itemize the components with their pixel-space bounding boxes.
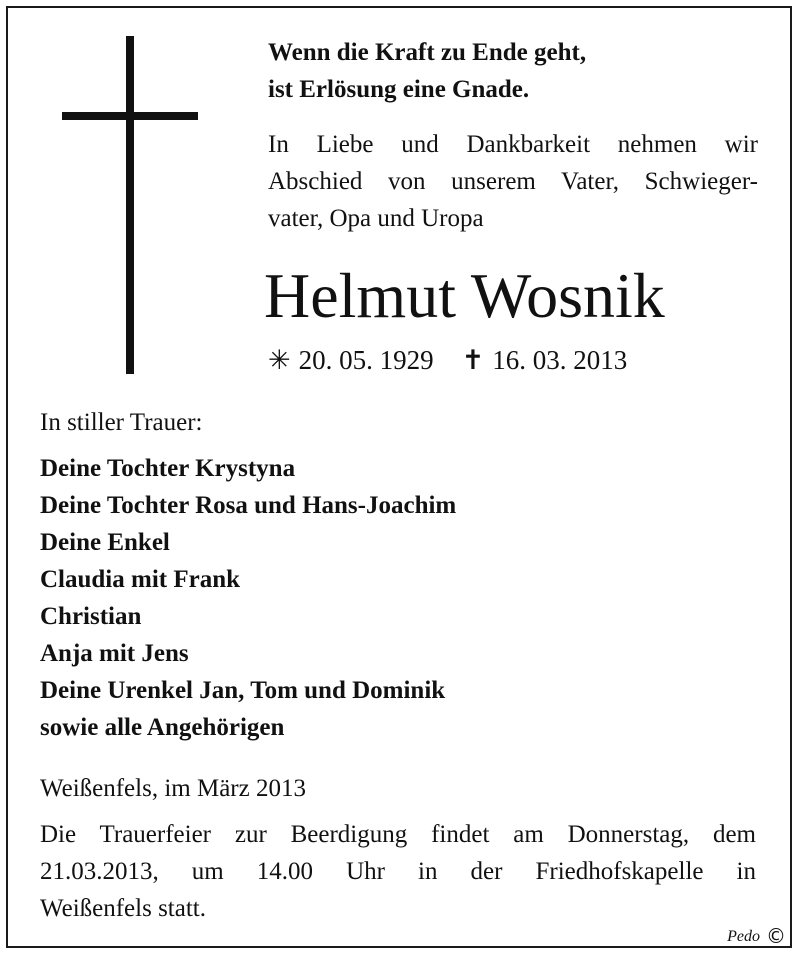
mourning-label: In stiller Trauer:: [40, 409, 203, 436]
intro-line-2: Abschied von unserem Vater, Schwieger-: [268, 168, 758, 195]
intro-line-3: vater, Opa und Uropa: [268, 205, 484, 232]
motto-line-1: Wenn die Kraft zu Ende geht,: [268, 39, 587, 66]
birth-date: 20. 05. 1929: [298, 345, 434, 375]
intro-text: [268, 126, 758, 237]
mourner-item: sowie alle Angehörigen: [40, 714, 285, 741]
cross-horizontal-bar: [62, 112, 198, 120]
mourner-item: Deine Enkel: [40, 529, 170, 556]
intro-line-1: In Liebe und Dankbarkeit nehmen wir: [268, 131, 758, 158]
mourner-item: Christian: [40, 603, 142, 630]
cross-vertical-bar: [126, 36, 134, 374]
mourner-item: Deine Tochter Rosa und Hans-Joachim: [40, 492, 457, 519]
life-dates: [268, 340, 627, 380]
service-line-3: Weißenfels statt.: [40, 895, 206, 922]
motto-line-2: ist Erlösung eine Gnade.: [268, 76, 530, 103]
designer-signature: Pedo: [727, 928, 760, 945]
service-line-2: 21.03.2013, um 14.00 Uhr in der Friedhofskapelle in: [40, 858, 756, 885]
funeral-service-info: [40, 816, 756, 927]
deceased-name: Helmut Wosnik: [264, 260, 665, 331]
death-cross-icon: ✝: [461, 345, 485, 375]
mourners-list: [40, 450, 456, 746]
service-line-1: Die Trauerfeier zur Beerdigung findet am Donnerstag, dem: [40, 821, 756, 848]
motto: [268, 34, 586, 108]
mourner-item: Anja mit Jens: [40, 640, 189, 667]
birth-star-icon: ✳: [268, 345, 291, 375]
death-date: 16. 03. 2013: [492, 345, 628, 375]
mourner-item: Claudia mit Frank: [40, 566, 241, 593]
mourner-item: Deine Urenkel Jan, Tom und Dominik: [40, 677, 446, 704]
copyright-icon: ©: [766, 924, 786, 948]
mourner-item: Deine Tochter Krystyna: [40, 455, 296, 482]
place-and-date: Weißenfels, im März 2013: [40, 775, 306, 802]
